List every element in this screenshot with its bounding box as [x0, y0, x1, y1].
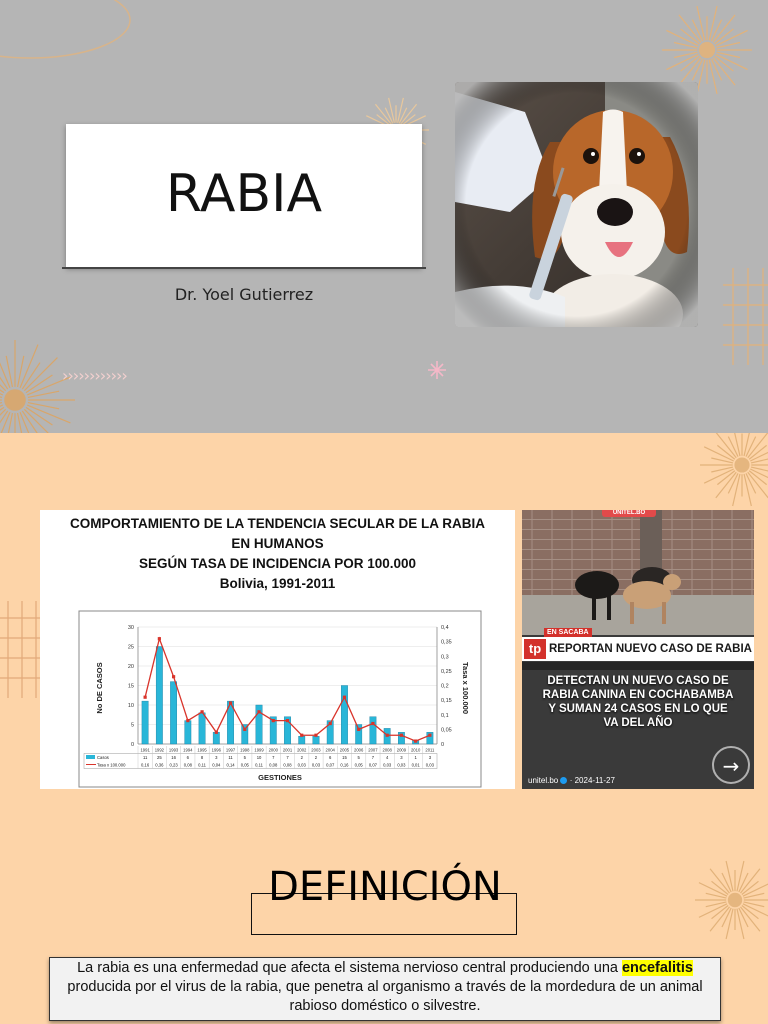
ticker-bar: [522, 662, 754, 670]
x-tick-label: 1995: [197, 747, 207, 753]
rate-point: [400, 734, 403, 737]
title-underline: [62, 267, 426, 269]
chevron-decoration: ››››››››››››: [62, 366, 127, 385]
y-tick-label: 15: [127, 683, 134, 690]
definition-text-1: La rabia es una enfermedad que afecta el sistema nervioso central produciendo una: [77, 960, 622, 976]
y2-tick-label: 0: [441, 742, 445, 748]
table-cell: 0,03: [425, 762, 434, 768]
chart-title-line-2: EN HUMANOS: [231, 536, 324, 551]
news-caption: DETECTAN UN NUEVO CASO DE RABIA CANINA EN COCHABAMBA Y SUMAN 24 CASOS EN LO QUE VA DEL AÑO: [542, 675, 734, 729]
rate-point: [257, 710, 260, 713]
bar: [299, 736, 305, 744]
table-cell: 4: [385, 755, 389, 760]
table-cell: 0,01: [411, 762, 420, 768]
table-cell: 0,03: [383, 762, 392, 768]
table-row-label: Casos: [97, 755, 109, 760]
rate-point: [229, 701, 232, 704]
bar: [370, 717, 376, 744]
bar: [185, 721, 191, 744]
bar: [341, 686, 347, 745]
rate-point: [314, 734, 317, 737]
bar: [355, 725, 361, 745]
x-tick-label: 2004: [325, 747, 335, 753]
bar: [213, 732, 219, 744]
rate-point: [371, 722, 374, 725]
table-cell: 2: [314, 755, 318, 760]
table-cell: 0,11: [198, 762, 206, 768]
dog-vaccine-photo: [455, 82, 698, 327]
y2-tick-label: 0,25: [441, 668, 452, 675]
table-cell: 0,05: [240, 762, 249, 768]
table-cell: 0,23: [169, 762, 178, 768]
location-tag: EN SACABA: [544, 628, 592, 637]
y2-axis-label: Tasa x 100.000: [461, 662, 470, 714]
x-tick-label: 2001: [282, 747, 293, 753]
title-slide: [0, 0, 768, 433]
table-cell: 0,14: [226, 762, 235, 768]
news-date: · 2024-11-27: [569, 776, 615, 785]
y-tick-label: 10: [127, 703, 134, 709]
y2-tick-label: 0,1: [441, 712, 449, 719]
sparkle-icon: [428, 361, 446, 379]
table-cell: 0,07: [368, 762, 378, 768]
bar: [142, 701, 148, 744]
rate-point: [386, 734, 389, 737]
table-cell: 3: [215, 755, 218, 760]
rate-point: [144, 696, 147, 699]
x-tick-label: 2011: [425, 747, 435, 753]
grid-icon: [723, 268, 768, 365]
table-cell: 7: [272, 755, 275, 760]
bar: [170, 682, 176, 744]
table-cell: 3: [428, 755, 432, 760]
x-tick-label: 1993: [168, 747, 179, 753]
chart-title-line-3: SEGÚN TASA DE INCIDENCIA POR 100.000: [138, 556, 417, 571]
x-tick-label: 1999: [254, 747, 264, 753]
table-cell: 16: [171, 755, 176, 760]
table-cell: 0,03: [297, 762, 306, 768]
x-tick-label: 1996: [211, 747, 221, 753]
y-axis-label: No DE CASOS: [95, 662, 104, 714]
y2-tick-label: 0,15: [441, 698, 452, 705]
rate-point: [300, 734, 303, 737]
sunburst-icon: [700, 433, 768, 506]
y2-tick-label: 0,35: [441, 639, 452, 646]
bar: [199, 713, 205, 744]
channel-logo: tp: [524, 639, 546, 659]
x-tick-label: 2006: [354, 747, 364, 753]
table-cell: 0,03: [311, 762, 321, 768]
x-axis-label: GESTIONES: [258, 773, 302, 782]
table-cell: 5: [243, 755, 246, 760]
rate-point: [158, 637, 161, 640]
rabies-trend-chart: [40, 510, 515, 789]
rate-point: [186, 719, 189, 722]
x-tick-label: 2000: [268, 747, 278, 753]
x-tick-label: 1998: [240, 747, 250, 753]
rate-point: [172, 675, 175, 678]
verified-icon: [560, 777, 567, 784]
source-name: unitel.bo: [528, 776, 559, 785]
y-tick-label: 25: [127, 644, 134, 651]
table-cell: 0,04: [212, 762, 221, 768]
rate-point: [414, 739, 417, 742]
table-row-label: Tasa x 100.000: [97, 762, 126, 768]
table-cell: 7: [371, 755, 375, 760]
chart-title-line-4: Bolivia, 1991-2011: [219, 576, 336, 591]
table-cell: 0,03: [397, 762, 406, 768]
x-tick-label: 2005: [339, 747, 350, 753]
table-cell: 11: [142, 755, 148, 760]
rate-point: [272, 719, 275, 722]
x-tick-label: 2003: [311, 747, 321, 753]
y-tick-label: 5: [130, 722, 134, 729]
bar: [156, 647, 162, 745]
news-screenshot: [522, 510, 754, 789]
rate-point: [357, 728, 360, 731]
rate-point: [428, 734, 431, 737]
y-tick-label: 0: [130, 742, 134, 748]
table-cell: 0,08: [183, 762, 192, 768]
table-cell: 0,07: [326, 762, 335, 768]
grid-icon: [0, 601, 40, 698]
y2-tick-label: 0,05: [441, 727, 452, 734]
rate-point: [343, 696, 346, 699]
table-cell: 5: [357, 755, 360, 760]
definition-text-box: [49, 957, 721, 1021]
news-source: [528, 776, 615, 785]
table-cell: 10: [256, 755, 262, 760]
y2-tick-label: 0,2: [441, 683, 449, 690]
table-cell: 7: [286, 755, 289, 760]
x-tick-label: 1991: [140, 747, 150, 753]
x-tick-label: 2009: [396, 747, 407, 753]
sunburst-icon: [0, 340, 75, 433]
table-cell: 25: [157, 755, 162, 760]
table-cell: 6: [329, 755, 332, 760]
rate-point: [329, 722, 332, 725]
rate-point: [286, 719, 289, 722]
slide-title: RABIA: [165, 164, 323, 224]
table-cell: 2: [300, 755, 303, 760]
table-cell: 0,08: [269, 762, 278, 768]
news-headline: REPORTAN NUEVO CASO DE RABIA: [549, 643, 752, 655]
x-tick-label: 1997: [225, 747, 236, 753]
y2-tick-label: 0,4: [441, 625, 449, 631]
bar: [313, 736, 319, 744]
channel-badge: UNITEL.BO: [602, 510, 656, 517]
x-tick-label: 2007: [368, 747, 378, 753]
x-tick-label: 1992: [154, 747, 165, 753]
author-name: Dr. Yoel Gutierrez: [174, 285, 314, 304]
legend-swatch-cases: [86, 755, 95, 759]
y-tick-label: 30: [127, 625, 134, 631]
rate-point: [200, 710, 203, 713]
table-cell: 0,11: [255, 762, 263, 768]
table-cell: 8: [200, 755, 204, 760]
chart-plot: [40, 510, 515, 789]
chart-title-line-1: COMPORTAMIENTO DE LA TENDENCIA SECULAR DE LA RABIA: [70, 516, 485, 531]
x-tick-label: 2010: [410, 747, 421, 753]
table-cell: 3: [400, 755, 403, 760]
rate-point: [215, 731, 218, 734]
next-arrow-icon[interactable]: →: [712, 746, 750, 784]
definition-text-2: producida por el virus de la rabia, que penetra al organismo a través de la mordedura de un animal rabioso doméstico o silvestre.: [67, 979, 703, 1014]
sunburst-icon: [695, 861, 768, 939]
table-cell: 6: [186, 755, 190, 760]
table-cell: 0,16: [340, 762, 349, 768]
table-cell: 0,16: [141, 762, 150, 768]
table-cell: 0,36: [155, 762, 164, 768]
sunburst-icon: [662, 6, 752, 94]
x-tick-label: 2008: [382, 747, 392, 753]
table-cell: 11: [228, 755, 233, 760]
table-cell: 15: [342, 755, 347, 760]
table-cell: 1: [414, 755, 417, 760]
rate-point: [243, 728, 246, 731]
table-cell: 0,08: [283, 762, 292, 768]
definition-highlight: encefalitis: [621, 960, 693, 976]
definition-heading: DEFINICIÓN: [268, 864, 502, 910]
x-tick-label: 1994: [183, 747, 193, 753]
y-tick-label: 20: [127, 664, 134, 670]
x-tick-label: 2002: [297, 747, 307, 753]
y2-tick-label: 0,3: [441, 654, 449, 661]
table-cell: 0,05: [354, 762, 363, 768]
